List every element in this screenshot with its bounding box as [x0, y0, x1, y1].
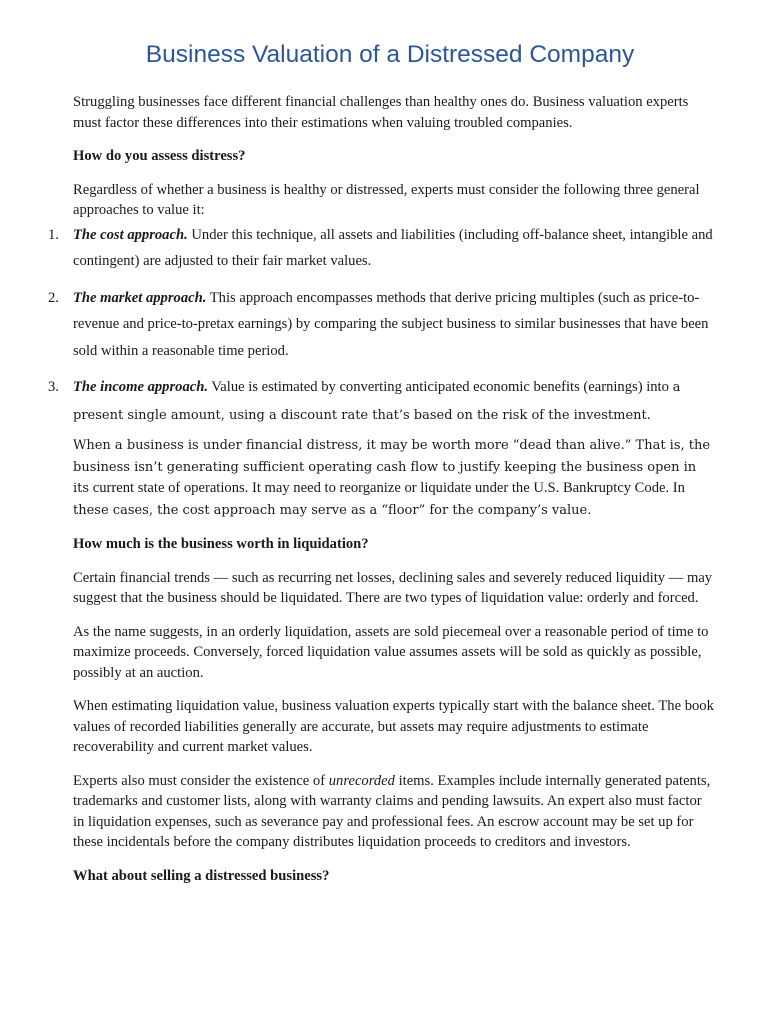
dead-than-alive-paragraph — [73, 435, 714, 521]
list-number: 1. — [48, 226, 59, 243]
document-title: Business Valuation of a Distressed Company — [145, 41, 635, 68]
estimating-paragraph: When estimating liquidation value, business valuation experts typically start with the balance sheet. The book values of recorded liabilities generally are accurate, but assets may require adjustments to estimate recoverability and current market values. — [73, 698, 714, 755]
dead-text-b: current state of operations. It may need to reorganize or liquidate under the U.S. Bankruptcy Code. In — [92, 480, 685, 496]
unrecorded-post: items. Examples include internally generated patents, trademarks and customer lists, along with warranty claims and pending lawsuits. An expert also must factor in liquidation expenses, such as severance pay and professional fees. An escrow account may be set up for these incidentals before the company distributes liquidation proceeds to creditors and investors. — [73, 772, 711, 850]
list-text-continued: a present single amount, using a discount rate that’s based on the risk of the investment. — [73, 380, 681, 423]
list-item-cost — [48, 222, 714, 275]
heading-selling: What about selling a distressed business? — [73, 867, 330, 884]
list-number: 3. — [48, 379, 59, 395]
trends-paragraph: Certain financial trends — such as recurring net losses, declining sales and severely reduced liquidity — may suggest that the business should be liquidated. There are two types of liquidation value: orderly and forced. — [73, 569, 713, 606]
dead-text-a: When a business is under financial distress, it may be worth more “dead than alive.” That is, the business isn’t generating sufficient operating cash flow to justify keeping the business open in its — [73, 438, 711, 496]
list-term: The market approach. — [73, 289, 207, 306]
orderly-paragraph: As the name suggests, in an orderly liquidation, assets are sold piecemeal over a reasonable period of time to maximize proceeds. Conversely, forced liquidation value assumes assets will be sold as quickly as possible, possibly at an auction. — [73, 623, 709, 681]
intro-paragraph: Struggling businesses face different financial challenges than healthy ones do. Business valuation experts must factor these differences into their estimations when valuing troubled companies. — [73, 94, 689, 131]
approaches-list — [48, 222, 714, 430]
unrecorded-pre: Experts also must consider the existence of — [73, 772, 329, 789]
list-number: 2. — [48, 289, 59, 306]
list-text: Value is estimated by converting anticipated economic benefits (earnings) into — [208, 379, 673, 395]
approaches-paragraph: Regardless of whether a business is healthy or distressed, experts must consider the following three general approaches to value it: — [73, 181, 700, 218]
dead-text-c: these cases, the cost approach may serve as a “floor” for the company’s value. — [73, 502, 592, 518]
list-term: The income approach. — [73, 379, 208, 395]
unrecorded-term: unrecorded — [328, 772, 395, 789]
heading-liquidation: How much is the business worth in liquidation? — [73, 536, 369, 552]
unrecorded-paragraph — [73, 771, 714, 853]
list-text: Under this technique, all assets and liabilities (including off-balance sheet, intangible and contingent) are adjusted to their fair market values. — [73, 226, 713, 269]
heading-assess-distress: How do you assess distress? — [73, 148, 246, 164]
list-item-market — [48, 285, 714, 365]
list-text: This approach encompasses methods that derive pricing multiples (such as price-to-revenue and price-to-pretax earnings) by comparing the subject business to similar businesses that have been sold within a reasonable time period. — [73, 289, 709, 359]
list-term: The cost approach. — [73, 226, 188, 243]
list-item-income — [48, 374, 714, 429]
